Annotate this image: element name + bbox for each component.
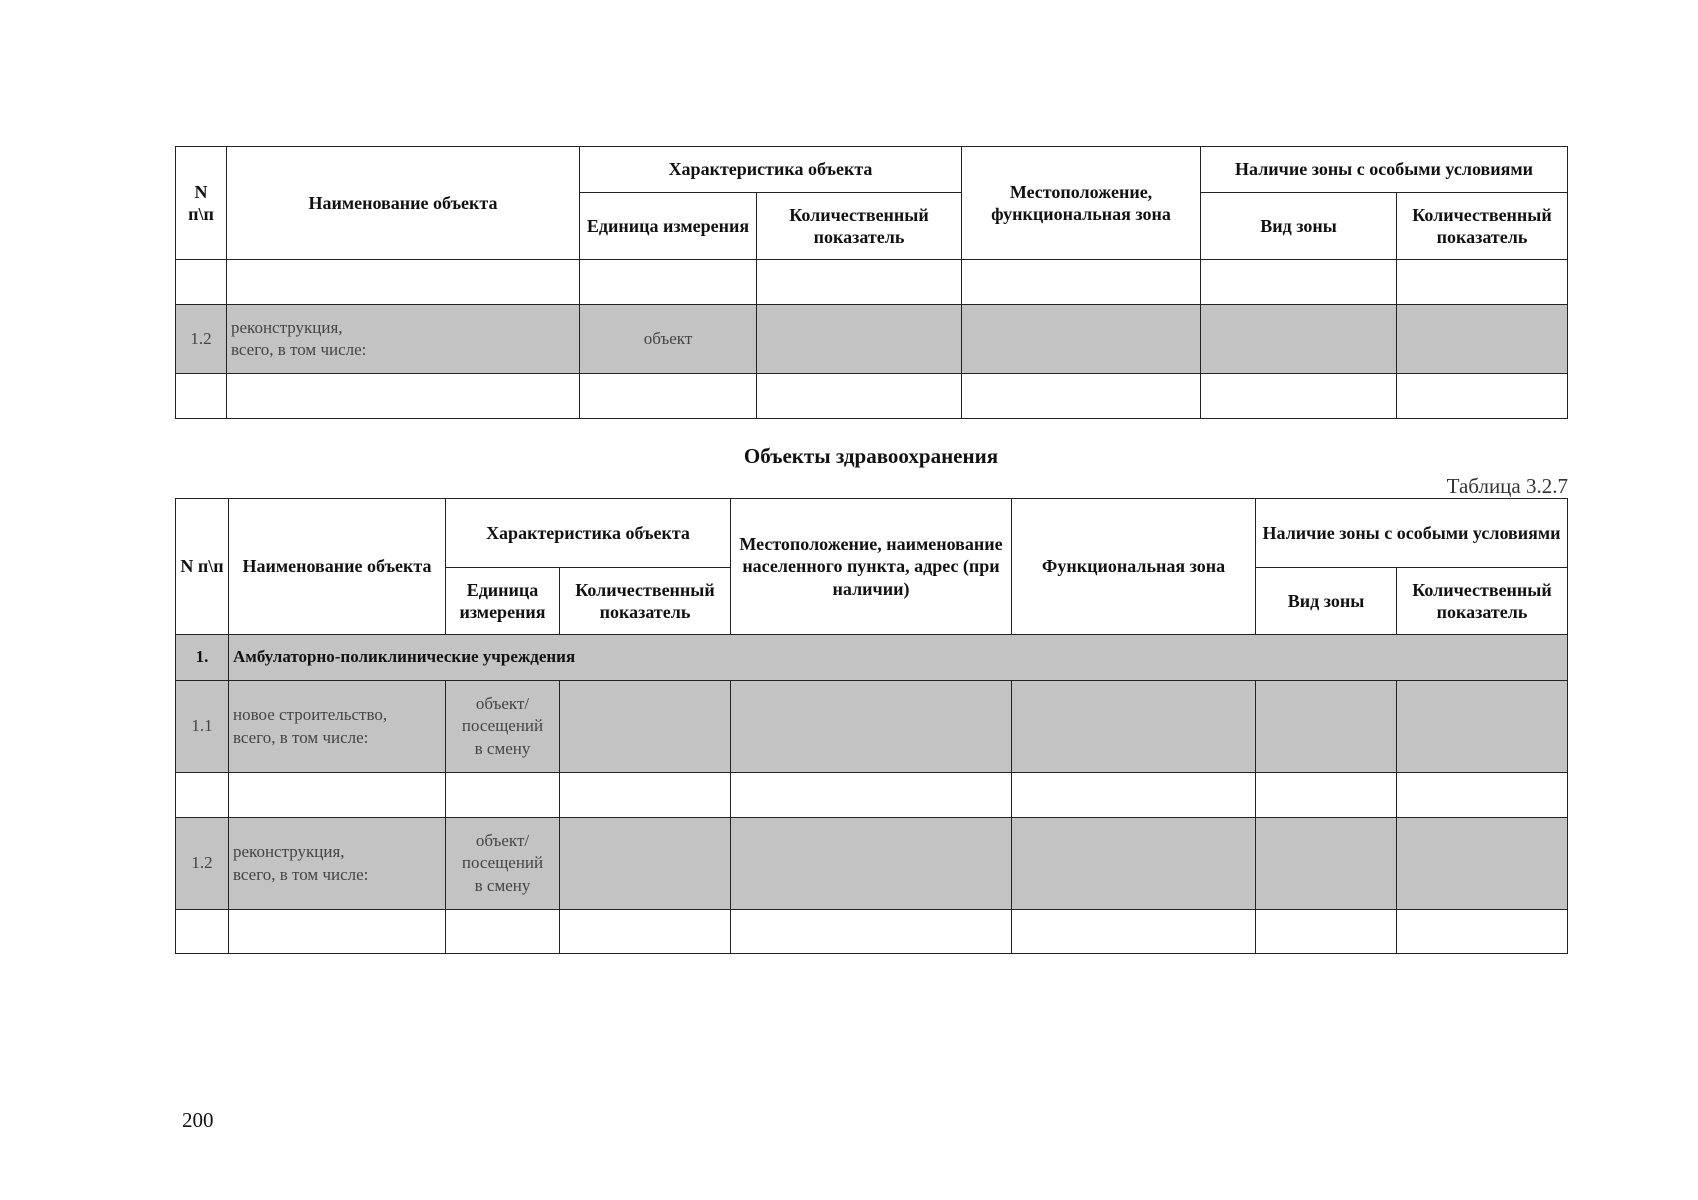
- cell-empty: [731, 773, 1012, 818]
- header-zone-quantity: Количественный показатель: [1397, 568, 1568, 635]
- cell-empty: [560, 910, 731, 954]
- cell-empty: [757, 305, 962, 374]
- section-row: [176, 635, 1568, 681]
- section-title: Амбулаторно-поликлинические учреждения: [229, 635, 1568, 681]
- page-number: 200: [182, 1108, 214, 1132]
- cell-empty: [1397, 260, 1568, 305]
- cell-empty: [962, 374, 1201, 419]
- cell-empty: [1012, 681, 1256, 773]
- cell-name: [227, 374, 580, 419]
- cell-unit: объект: [580, 305, 757, 374]
- cell-empty: [1012, 773, 1256, 818]
- table-row: [176, 818, 1568, 910]
- table-row: [176, 305, 1568, 374]
- table-row: [176, 374, 1568, 419]
- header-num: N п\п: [176, 147, 227, 260]
- cell-unit: [580, 374, 757, 419]
- table-row: [176, 910, 1568, 954]
- header-location: Местоположение, наименование населенного пункта, адрес (при наличии): [731, 499, 1012, 635]
- header-zone-quantity: Количественный показатель: [1397, 193, 1568, 260]
- header-num: N п\п: [176, 499, 229, 635]
- header-special-zone: Наличие зоны с особыми условиями: [1201, 147, 1568, 193]
- cell-empty: [1256, 681, 1397, 773]
- cell-num: 1.2: [176, 818, 229, 910]
- cell-unit: [446, 773, 560, 818]
- cell-empty: [1256, 818, 1397, 910]
- cell-empty: [1201, 260, 1397, 305]
- header-name: Наименование объекта: [229, 499, 446, 635]
- healthcare-objects-table: [175, 498, 1568, 954]
- cell-empty: [1012, 818, 1256, 910]
- cell-empty: [560, 773, 731, 818]
- cell-num: [176, 374, 227, 419]
- header-zone-type: Вид зоны: [1201, 193, 1397, 260]
- cell-empty: [560, 681, 731, 773]
- cell-empty: [731, 910, 1012, 954]
- cell-empty: [560, 818, 731, 910]
- cell-name: [229, 910, 446, 954]
- cell-num: [176, 910, 229, 954]
- cell-num: [176, 773, 229, 818]
- table-row: [176, 773, 1568, 818]
- table-row: [176, 260, 1568, 305]
- table-number: Таблица 3.2.7: [1446, 474, 1568, 498]
- cell-name: [229, 773, 446, 818]
- header-name: Наименование объекта: [227, 147, 580, 260]
- cell-empty: [1397, 374, 1568, 419]
- cell-unit: [446, 910, 560, 954]
- cell-empty: [1256, 910, 1397, 954]
- header-characteristic: Характеристика объекта: [580, 147, 962, 193]
- header-characteristic: Характеристика объекта: [446, 499, 731, 568]
- header-func-zone: Функциональная зона: [1012, 499, 1256, 635]
- header-quantity: Количественный показатель: [757, 193, 962, 260]
- table-caption: Объекты здравоохранения: [743, 444, 999, 468]
- cell-empty: [962, 260, 1201, 305]
- cell-empty: [731, 681, 1012, 773]
- cell-empty: [1201, 305, 1397, 374]
- cell-empty: [757, 374, 962, 419]
- cell-empty: [1397, 818, 1568, 910]
- cell-empty: [1201, 374, 1397, 419]
- cell-empty: [1397, 910, 1568, 954]
- table-row: [176, 681, 1568, 773]
- cell-num: 1.1: [176, 681, 229, 773]
- cell-name: реконструкция, всего, в том числе:: [227, 305, 580, 374]
- header-zone-type: Вид зоны: [1256, 568, 1397, 635]
- cell-empty: [1397, 681, 1568, 773]
- cell-name: [227, 260, 580, 305]
- header-quantity: Количественный показатель: [560, 568, 731, 635]
- cell-empty: [731, 818, 1012, 910]
- cell-name: новое строительство, всего, в том числе:: [229, 681, 446, 773]
- cell-num: 1.2: [176, 305, 227, 374]
- cell-num: [176, 260, 227, 305]
- section-num: 1.: [176, 635, 229, 681]
- header-special-zone: Наличие зоны с особыми условиями: [1256, 499, 1568, 568]
- infrastructure-table-top: [175, 146, 1568, 419]
- cell-empty: [1256, 773, 1397, 818]
- cell-empty: [1397, 305, 1568, 374]
- header-unit: Единица измерения: [446, 568, 560, 635]
- cell-unit: [580, 260, 757, 305]
- cell-name: реконструкция, всего, в том числе:: [229, 818, 446, 910]
- cell-empty: [1012, 910, 1256, 954]
- cell-empty: [962, 305, 1201, 374]
- header-unit: Единица измерения: [580, 193, 757, 260]
- cell-unit: объект/ посещений в смену: [446, 818, 560, 910]
- cell-empty: [1397, 773, 1568, 818]
- cell-unit: объект/ посещений в смену: [446, 681, 560, 773]
- cell-empty: [757, 260, 962, 305]
- header-location: Местоположение, функциональная зона: [962, 147, 1201, 260]
